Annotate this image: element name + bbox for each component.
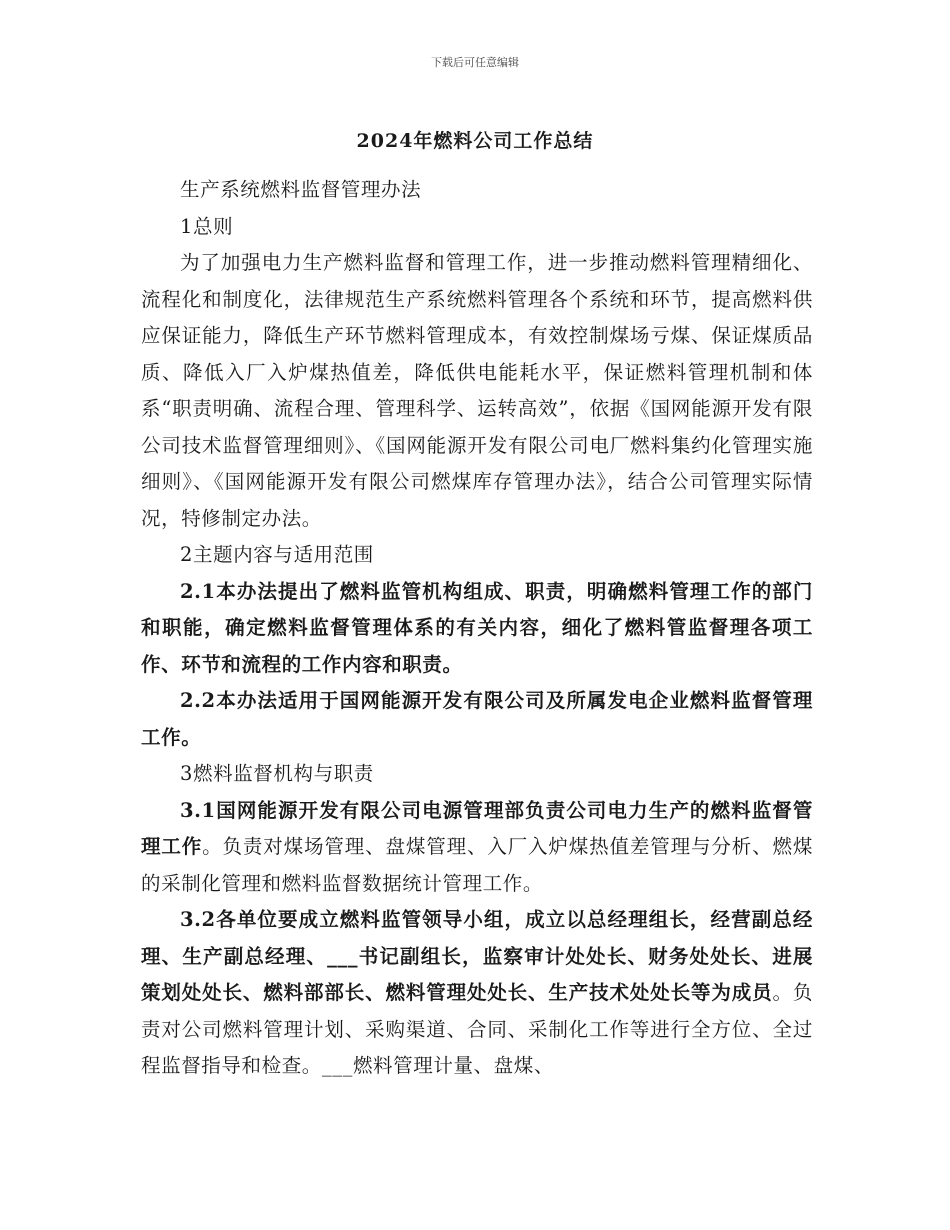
header-note: 下载后可任意编辑 bbox=[431, 56, 519, 69]
paragraph-2-2: 2.2本办法适用于国网能源开发有限公司及所属发电企业燃料监督管理工作。 bbox=[141, 689, 813, 749]
document-title: 2024年燃料公司工作总结 bbox=[356, 130, 594, 152]
paragraph-3-1-normal: 。负责对煤场管理、盘煤管理、入厂入炉煤热值差管理与分析、燃煤的采制化管理和燃料监督数据统计管理工作。 bbox=[141, 835, 813, 895]
paragraph-2-1: 2.1本办法提出了燃料监管机构组成、职责，明确燃料管理工作的部门和职能，确定燃料监督管理体系的有关内容，细化了燃料管监督理各项工作、环节和流程的工作内容和职责。 bbox=[141, 579, 813, 676]
paragraph-3-2-normal: 。负责对公司燃料管理计划、采购渠道、合同、采制化工作等进行全方位、全过程监督指导和检查。___燃料管理计量、盘煤、 bbox=[141, 981, 814, 1077]
paragraph-3-2 bbox=[141, 902, 813, 1085]
document-body bbox=[141, 172, 813, 1085]
paragraph-subtitle: 生产系统燃料监督管理办法 bbox=[180, 178, 422, 201]
section-heading-1: 1总则 bbox=[180, 214, 234, 238]
paragraph-3-1-bold: 3.1国网能源开发有限公司电源管理部负责公司电力生产的燃料监督管理工作 bbox=[141, 798, 813, 858]
section-heading-3: 3燃料监督机构与职责 bbox=[180, 762, 374, 785]
paragraph-3-1 bbox=[141, 793, 813, 903]
paragraph-3-2-bold: 3.2各单位要成立燃料监管领导小组，成立以总经理组长，经营副总经理、生产副总经理、___书记副组长，监察审计处处长、财务处处长、进展策划处处长、燃料部部长、燃料管理处处长、生产技术处处长等为成员 bbox=[141, 908, 813, 1004]
paragraph-general: 为了加强电力生产燃料监督和管理工作，进一步推动燃料管理精细化、流程化和制度化，法律规范生产系统燃料管理各个系统和环节，提高燃料供应保证能力，降低生产环节燃料管理成本，有效控制煤场亏煤、保证煤质品质、降低入厂入炉煤热值差，降低供电能耗水平，保证燃料管理机制和体系“职责明确、流程合理、管理科学、运转高效”，依据《国网能源开发有限公司技术监督管理细则》、《国网能源开发有限公司电厂燃料集约化管理实施细则》、《国网能源开发有限公司燃煤库存管理办法》，结合公司管理实际情况，特修制定办法。 bbox=[141, 251, 813, 530]
section-heading-2: 2主题内容与适用范围 bbox=[180, 543, 374, 566]
